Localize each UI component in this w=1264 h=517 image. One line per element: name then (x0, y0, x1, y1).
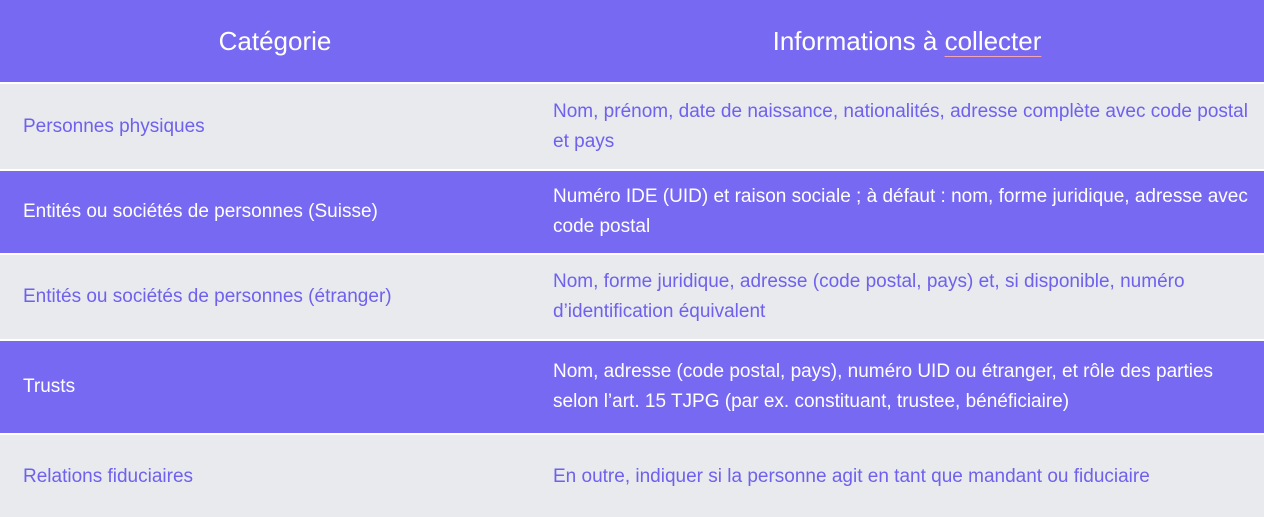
header-info-prefix: Informations à (772, 25, 945, 56)
header-info-underlined: collecter (944, 25, 1042, 56)
row-category: Entités ou sociétés de personnes (Suisse) (23, 201, 378, 222)
row-info: Nom, forme juridique, adresse (code postal, pays) et, si disponible, numéro d’identification équivalent (553, 271, 1185, 322)
row-info: En outre, indiquer si la personne agit en tant que mandant ou fiduciaire (553, 466, 1150, 487)
row-category: Relations fiduciaires (23, 466, 194, 487)
row-info: Numéro IDE (UID) et raison sociale ; à défaut : nom, forme juridique, adresse avec code postal (553, 186, 1248, 237)
row-category: Trusts (23, 376, 76, 397)
table-row (0, 255, 1264, 339)
table-row (0, 171, 1264, 253)
header-category: Catégorie (218, 25, 332, 56)
row-info: Nom, prénom, date de naissance, nationalités, adresse complète avec code postal et pays (553, 100, 1248, 152)
row-category: Entités ou sociétés de personnes (étranger) (23, 286, 392, 307)
header-info (550, 26, 1264, 57)
table-row (0, 341, 1264, 433)
row-info: Nom, adresse (code postal, pays), numéro UID ou étranger, et rôle des parties selon l’art. 15 TJPG (par ex. constituant, trustee, bénéficiaire) (553, 361, 1214, 412)
row-category: Personnes physiques (23, 115, 205, 137)
table-row (0, 84, 1264, 169)
table-row (0, 435, 1264, 517)
table-header (0, 0, 1264, 82)
